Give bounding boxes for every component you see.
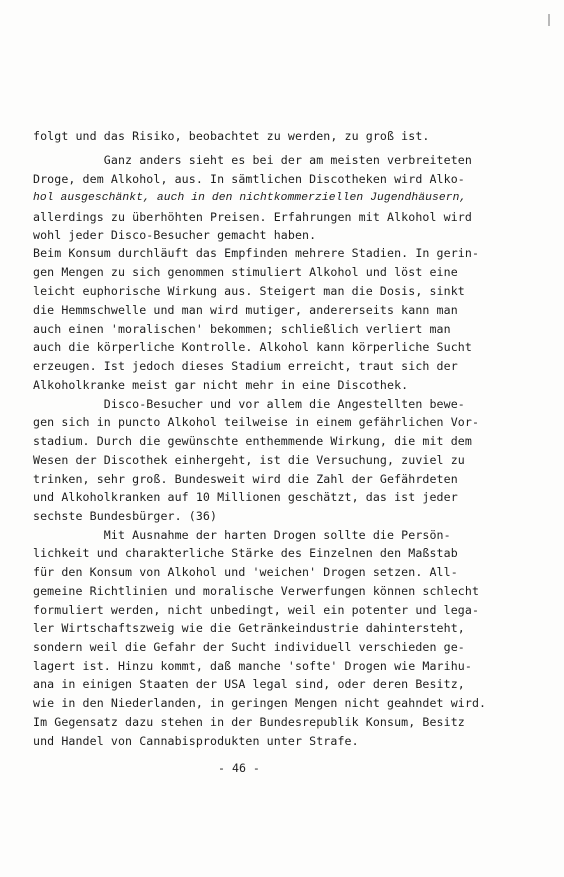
scan-mark: [548, 14, 550, 26]
text-line: für den Konsum von Alkohol und 'weichen' Drogen setzen. All-: [33, 565, 458, 579]
text-line: ana in einigen Staaten der USA legal sind, oder deren Besitz,: [33, 677, 465, 691]
page-number: - 46 -: [218, 761, 260, 775]
text-line: hol ausgeschänkt, auch in den nichtkommerziellen Jugendhäusern,: [33, 192, 467, 204]
text-line: allerdings zu überhöhten Preisen. Erfahrungen mit Alkohol wird: [33, 210, 472, 224]
text-line: wohl jeder Disco-Besucher gemacht haben.: [33, 228, 317, 242]
text-line: sondern weil die Gefahr der Sucht individuell verschieden ge-: [33, 640, 465, 654]
text-line: und Handel von Cannabisprodukten unter Strafe.: [33, 734, 359, 748]
text-line: Alkoholkranke meist gar nicht mehr in eine Discothek.: [33, 378, 409, 392]
text-line: formuliert werden, nicht unbedingt, weil ein potenter und lega-: [33, 603, 480, 617]
text-line: Beim Konsum durchläuft das Empfinden mehrere Stadien. In gerin-: [33, 246, 480, 260]
text-line: lagert ist. Hinzu kommt, daß manche 'softe' Drogen wie Marihu-: [33, 659, 472, 673]
text-line: leicht euphorische Wirkung aus. Steigert man die Dosis, sinkt: [33, 284, 465, 298]
text-line: wie in den Niederlanden, in geringen Mengen nicht geahndet wird.: [33, 696, 487, 710]
text-line: die Hemmschwelle und man wird mutiger, andererseits kann man: [33, 303, 458, 317]
text-line: folgt und das Risiko, beobachtet zu werden, zu groß ist.: [33, 129, 430, 143]
text-line: trinken, sehr groß. Bundesweit wird die Zahl der Gefährdeten: [33, 472, 458, 486]
text-line: ler Wirtschaftszweig wie die Getränkeindustrie dahintersteht,: [33, 621, 465, 635]
text-line: auch die körperliche Kontrolle. Alkohol kann körperliche Sucht: [33, 340, 472, 354]
text-line: gemeine Richtlinien und moralische Verwerfungen können schlecht: [33, 584, 480, 598]
text-line: sechste Bundesbürger. (36): [33, 509, 218, 523]
text-line: Ganz anders sieht es bei der am meisten verbreiteten: [33, 153, 472, 167]
text-line: stadium. Durch die gewünschte enthemmende Wirkung, die mit dem: [33, 434, 472, 448]
text-line: gen Mengen zu sich genommen stimuliert Alkohol und löst eine: [33, 265, 458, 279]
text-line: und Alkoholkranken auf 10 Millionen geschätzt, das ist jeder: [33, 490, 458, 504]
text-line: lichkeit und charakterliche Stärke des Einzelnen den Maßstab: [33, 546, 458, 560]
text-line: Mit Ausnahme der harten Drogen sollte die Persön-: [33, 528, 451, 542]
text-line: Disco-Besucher und vor allem die Angestellten bewe-: [33, 397, 465, 411]
text-line: auch einen 'moralischen' bekommen; schließlich verliert man: [33, 322, 451, 336]
text-line: Wesen der Discothek einhergeht, ist die Versuchung, zuviel zu: [33, 453, 465, 467]
text-line: gen sich in puncto Alkohol teilweise in einem gefährlichen Vor-: [33, 415, 480, 429]
text-line: Im Gegensatz dazu stehen in der Bundesrepublik Konsum, Besitz: [33, 715, 465, 729]
text-line: erzeugen. Ist jedoch dieses Stadium erreicht, traut sich der: [33, 359, 458, 373]
text-line: Droge, dem Alkohol, aus. In sämtlichen Discotheken wird Alko-: [33, 172, 465, 186]
